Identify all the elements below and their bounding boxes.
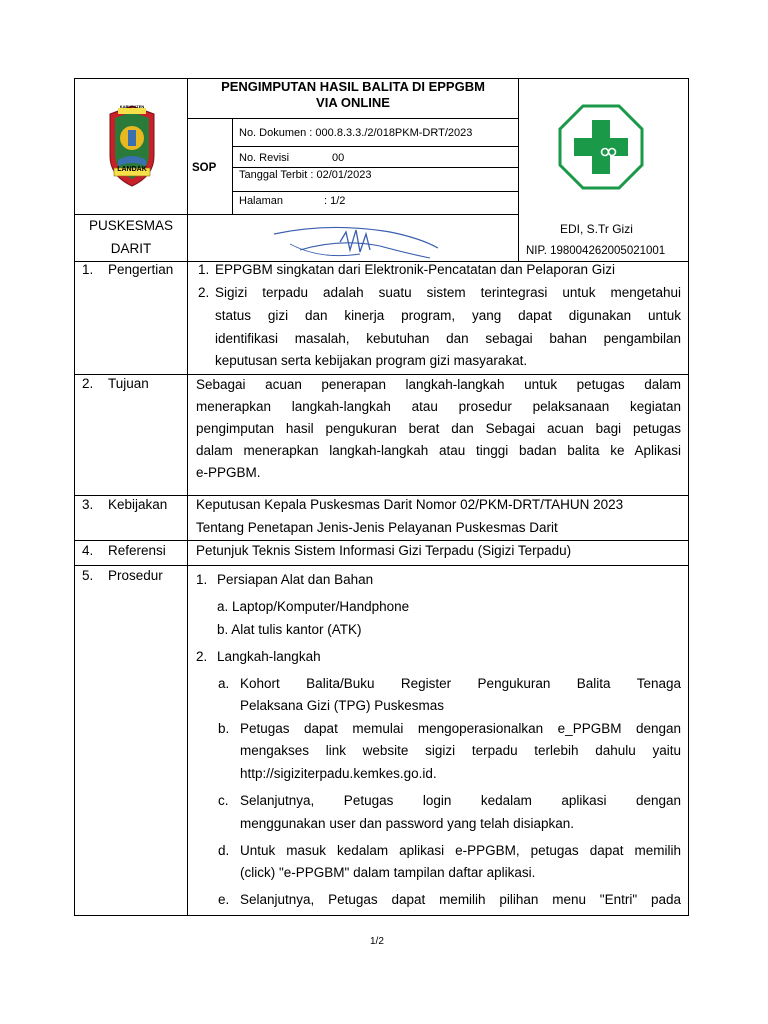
no-dokumen: No. Dokumen : 000.8.3.3./2/018PKM-DRT/2023 [239,127,473,139]
langkah-e-line-1: Selanjutnya, Petugas dapat memilih pilihan menu "Entri" pada [240,892,681,907]
puskesmas-name [76,214,186,260]
tujuan-line-3: pengimputan hasil pengukuran berat dan Sebagai acuan bagi petugas [196,421,681,436]
pengertian-item-2-line-1: Sigizi terpadu adalah suatu sistem terintegrasi untuk mengetahui [215,285,681,300]
list-marker: a. [218,676,230,691]
list-marker: e. [218,892,230,907]
signer-nip: NIP. 198004262005021001 [526,245,666,257]
sop-divider [232,118,233,214]
section-number: 5. [82,568,94,583]
doc-row-line-1 [232,146,518,147]
langkah-d-line-2: (click) "e-PPGBM" dalam tampilan daftar aplikasi. [240,865,536,880]
langkah-b-line-1: Petugas dapat memulai mengoperasionalkan e_PPGBM dengan [240,721,681,736]
section-number: 1. [82,262,94,277]
section-label-prosedur: Prosedur [108,568,163,583]
kebijakan-line-1: Keputusan Kepala Puskesmas Darit Nomor 02/PKM-DRT/TAHUN 2023 [196,497,624,512]
list-marker: c. [218,793,229,808]
section-number: 2. [82,376,94,391]
langkah-d-line-1: Untuk masuk kedalam aplikasi e-PPGBM, petugas dapat memilih [240,843,681,858]
list-marker: d. [218,843,230,858]
document-title-line-2: VIA ONLINE [316,95,390,110]
tujuan-line-2: menerapkan langkah-langkah atau prosedur pelaksanaan kegiatan [196,399,681,414]
kabupaten-landak-logo [108,104,156,188]
prosedur-step-2: Langkah-langkah [217,649,321,664]
table-border-left [74,78,75,916]
langkah-b-line-2: mengakses link website sigizi terpadu terlebih dahulu yaitu [240,743,681,758]
prosedur-step-1: Persiapan Alat dan Bahan [217,572,374,587]
page-number: 1/2 [370,936,384,947]
table-border-bottom [74,915,689,916]
halaman-value: : 1/2 [324,195,346,207]
section-label-kebijakan: Kebijakan [108,497,168,512]
list-number: 1. [196,572,208,587]
section-number: 3. [82,497,94,512]
signer-name: EDI, S.Tr Gizi [560,222,633,236]
langkah-b-line-3: http://sigiziterpadu.kemkes.go.id. [240,766,437,781]
document-title-line-1: PENGIMPUTAN HASIL BALITA DI EPPGBM [221,79,485,94]
pengertian-item-1: EPPGBM singkatan dari Elektronik-Pencatatan dan Pelaporan Gizi [215,262,615,277]
table-column-divider [187,78,188,916]
list-number: 2. [198,285,210,300]
prosedur-step-1b: b. Alat tulis kantor (ATK) [217,622,362,637]
no-revisi-label: No. Revisi [239,152,290,164]
tanggal-terbit: Tanggal Terbit : 02/01/2023 [239,169,372,181]
tujuan-line-5: e-PPGBM. [196,465,261,480]
langkah-a-line-1: Kohort Balita/Buku Register Pengukuran Balita Tenaga [240,676,681,691]
section-label-pengertian: Pengertian [108,262,174,277]
logo-text-kabupaten: KABUPATEN [119,104,145,109]
tujuan-line-4: dalam menerapkan langkah-langkah atau tinggi badan balita ke Aplikasi [196,443,681,458]
no-revisi-value: 00 [332,152,345,164]
langkah-c-line-1: Selanjutnya, Petugas login kedalam aplikasi dengan [240,793,681,808]
title-bottom-line [187,118,518,119]
langkah-c-line-2: menggunakan user dan password yang telah disiapkan. [240,816,574,831]
prosedur-step-1a: a. Laptop/Komputer/Handphone [217,599,410,614]
langkah-a-line-2: Pelaksana Gizi (TPG) Puskesmas [240,698,445,713]
pengertian-item-2-line-2: status gizi dan kinerja program, yang dapat digunakan untuk [215,308,681,323]
section-label-tujuan: Tujuan [108,376,149,391]
list-number: 2. [196,649,208,664]
section-label-referensi: Referensi [108,543,166,558]
section-number: 4. [82,543,94,558]
tujuan-line-1: Sebagai acuan penerapan langkah-langkah untuk petugas dalam [196,377,681,392]
table-border-right [688,78,689,916]
sop-label: SOP [192,162,217,174]
pengertian-item-2-line-4: keputusan serta kebijakan program gizi masyarakat. [215,353,528,368]
puskesmas-name-line-2: DARIT [110,241,152,256]
halaman-label: Halaman [239,195,284,207]
kebijakan-line-2: Tentang Penetapan Jenis-Jenis Pelayanan Puskesmas Darit [196,520,558,535]
referensi-line-1: Petunjuk Teknis Sistem Informasi Gizi Terpadu (Sigizi Terpadu) [196,543,572,558]
puskesmas-logo [558,104,644,190]
doc-row-line-3 [232,191,518,192]
signature [270,220,450,264]
list-number: 1. [198,262,210,277]
logo-text-landak: LANDAK [117,166,147,173]
section-line-5 [74,565,689,566]
puskesmas-name-line-1: PUSKESMAS [88,218,174,233]
list-marker: b. [218,721,230,736]
header-right-divider [518,78,519,262]
pengertian-item-2-line-3: identifikasi masalah, kebutuhan dan sebagai bahan pengambilan [215,331,681,346]
